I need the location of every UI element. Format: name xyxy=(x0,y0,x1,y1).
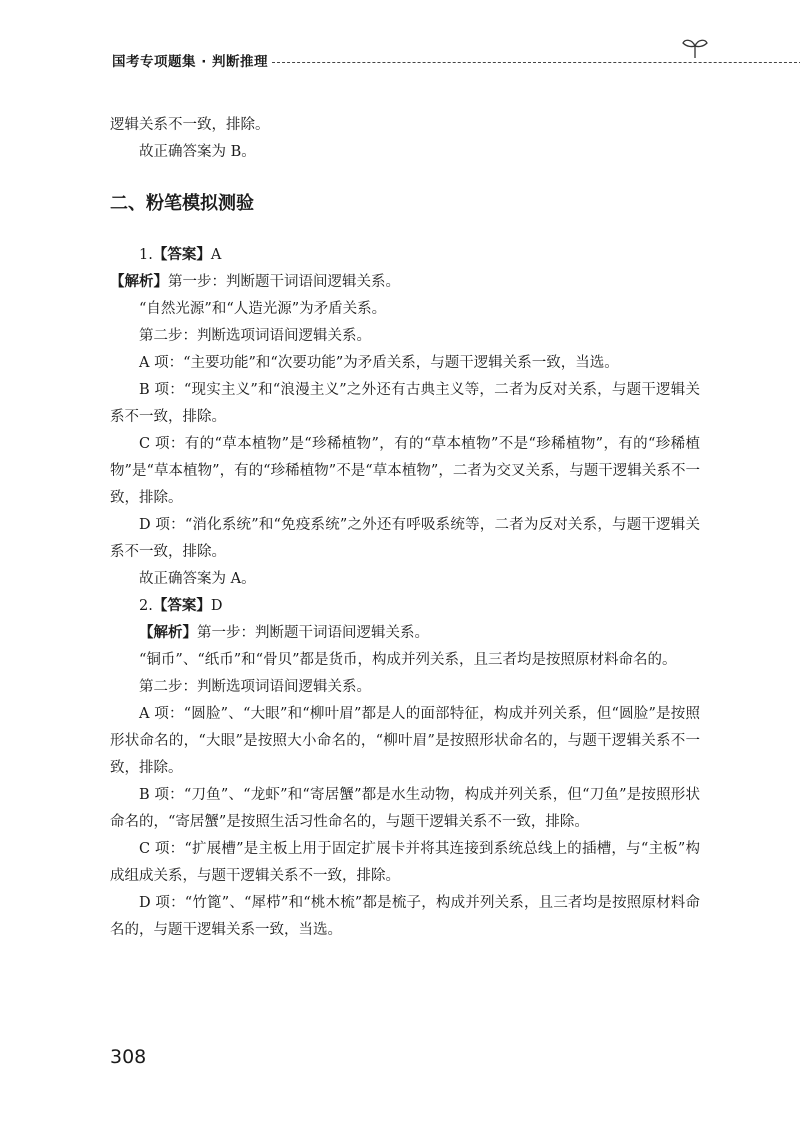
q2-analysis-label: 【解析】 xyxy=(139,625,197,641)
page-content xyxy=(110,112,700,944)
q1-conclusion: 故正确答案为 A。 xyxy=(139,571,256,587)
q2-step1: 第一步：判断题干词语间逻辑关系。 xyxy=(197,625,429,641)
q2-answer-line xyxy=(110,593,700,620)
q1-answer-label: 【答案】 xyxy=(152,247,211,263)
page-number: 308 xyxy=(110,1046,147,1068)
q2-premise: “铜币”、“纸币”和“骨贝”都是货币，构成并列关系，且三者均是按照原材料命名的。 xyxy=(139,652,677,668)
q1-analysis-line xyxy=(110,269,700,296)
q1-analysis-label: 【解析】 xyxy=(110,274,168,290)
q2-option-a: A 项：“圆脸”、“大眼”和“柳叶眉”都是人的面部特征，构成并列关系，但“圆脸”是按照形状命名的，“大眼”是按照大小命名的，“柳叶眉”是按照形状命名的，与题干逻辑关系不一致，排除。 xyxy=(110,706,700,776)
q2-answer-label: 【答案】 xyxy=(152,598,211,614)
running-header xyxy=(112,44,712,70)
intro-line-2: 故正确答案为 B。 xyxy=(139,144,256,160)
intro-line-1: 逻辑关系不一致，排除。 xyxy=(110,117,270,133)
q1-answer-line xyxy=(110,242,700,269)
q2-option-c: C 项：“扩展槽”是主板上用于固定扩展卡并将其连接到系统总线上的插槽，与“主板”构成组成关系，与题干逻辑关系不一致，排除。 xyxy=(110,841,700,884)
q1-premise: “自然光源”和“人造光源”为矛盾关系。 xyxy=(139,301,387,317)
q1-step1: 第一步：判断题干词语间逻辑关系。 xyxy=(168,274,400,290)
q2-analysis-line xyxy=(110,620,700,647)
q2-option-b: B 项：“刀鱼”、“龙虾”和“寄居蟹”都是水生动物，构成并列关系，但“刀鱼”是按照形状命名的，“寄居蟹”是按照生活习性命名的，与题干逻辑关系不一致，排除。 xyxy=(110,787,700,830)
q1-step2: 第二步：判断选项词语间逻辑关系。 xyxy=(139,328,371,344)
q1-option-c: C 项：有的“草本植物”是“珍稀植物”，有的“草本植物”不是“珍稀植物”，有的“珍稀植物”是“草本植物”，有的“珍稀植物”不是“草本植物”，二者为交叉关系，与题干逻辑关系不一致，排除。 xyxy=(110,436,700,506)
section-title: 二、粉笔模拟测验 xyxy=(110,193,254,214)
q1-answer: A xyxy=(210,247,222,263)
q1-option-b: B 项：“现实主义”和“浪漫主义”之外还有古典主义等，二者为反对关系，与题干逻辑关系不一致，排除。 xyxy=(110,382,700,425)
header-title: 国考专项题集 · 判断推理 xyxy=(112,54,269,70)
q2-option-d: D 项：“竹篦”、“犀栉”和“桃木梳”都是梳子，构成并列关系，且三者均是按照原材料命名的，与题干逻辑关系一致，当选。 xyxy=(110,895,700,938)
q2-number: 2. xyxy=(139,598,153,614)
q1-option-d: D 项：“消化系统”和“免疫系统”之外还有呼吸系统等，二者为反对关系，与题干逻辑关系不一致，排除。 xyxy=(110,517,700,560)
header-rule xyxy=(272,62,800,63)
sprout-icon xyxy=(680,36,710,60)
q2-step2: 第二步：判断选项词语间逻辑关系。 xyxy=(139,679,371,695)
q1-option-a: A 项：“主要功能”和“次要功能”为矛盾关系，与题干逻辑关系一致，当选。 xyxy=(139,355,619,371)
q2-answer: D xyxy=(210,598,223,614)
q1-number: 1. xyxy=(139,247,153,263)
